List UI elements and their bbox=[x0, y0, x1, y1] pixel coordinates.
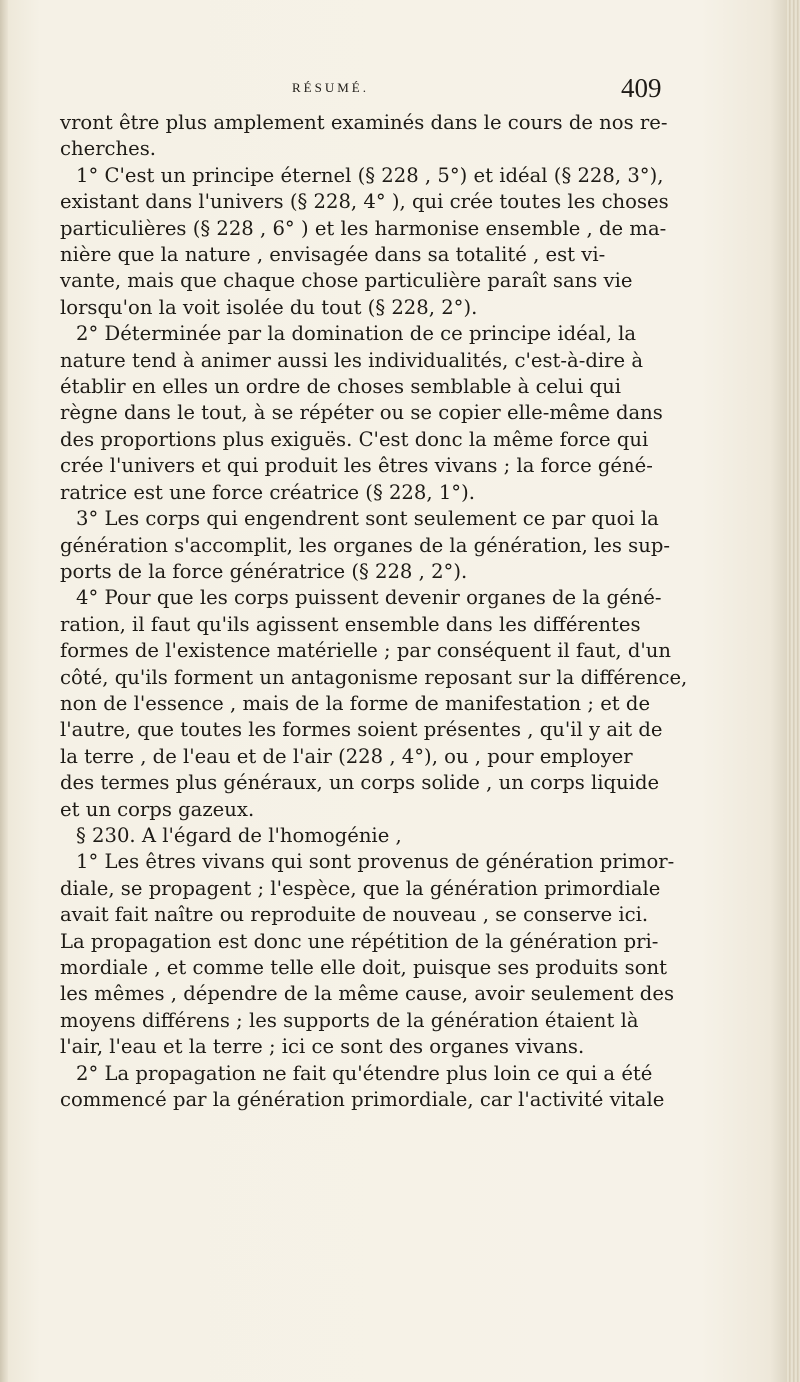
text-line: nature tend à animer aussi les individualités, c'est-à-dire à bbox=[60, 348, 644, 372]
text-line: vront être plus amplement examinés dans le cours de nos re- bbox=[60, 111, 668, 134]
text-line: nière que la nature , envisagée dans sa totalité , est vi- bbox=[60, 243, 606, 267]
text-line: 1° Les êtres vivans qui sont provenus de génération primor- bbox=[76, 850, 675, 874]
text-line: les mêmes , dépendre de la même cause, avoir seulement des bbox=[60, 982, 674, 1006]
text-line: mordiale , et comme telle elle doit, puisque ses produits sont bbox=[60, 956, 667, 979]
text-line: 2° La propagation ne fait qu'étendre plus loin ce qui a été bbox=[76, 1061, 653, 1085]
text-line: crée l'univers et qui produit les êtres vivans ; la force géné- bbox=[60, 454, 653, 478]
text-line: lorsqu'on la voit isolée du tout (§ 228, 2°). bbox=[60, 295, 478, 319]
text-line: côté, qu'ils forment un antagonisme reposant sur la différence, bbox=[60, 665, 688, 689]
text-line: cherches. bbox=[60, 137, 157, 161]
text-line: commencé par la génération primordiale, car l'activité vitale bbox=[60, 1088, 665, 1112]
text-line: l'autre, que toutes les formes soient présentes , qu'il y ait de bbox=[60, 718, 663, 742]
text-line: la terre , de l'eau et de l'air (228 , 4°), ou , pour employer bbox=[60, 744, 633, 768]
text-line: formes de l'existence matérielle ; par conséquent il faut, d'un bbox=[60, 639, 672, 663]
text-line: 3° Les corps qui engendrent sont seulement ce par quoi la bbox=[76, 507, 659, 531]
text-line: ratrice est une force créatrice (§ 228, 1°). bbox=[60, 480, 475, 504]
text-line: l'air, l'eau et la terre ; ici ce sont des organes vivans. bbox=[60, 1035, 585, 1059]
page-left-edge bbox=[0, 0, 8, 1382]
text-line: et un corps gazeux. bbox=[60, 797, 255, 821]
text-line: La propagation est donc une répétition de la génération pri- bbox=[60, 929, 659, 953]
text-line: 1° C'est un principe éternel (§ 228 , 5°) et idéal (§ 228, 3°), bbox=[76, 163, 664, 187]
page-right-edge bbox=[786, 0, 800, 1382]
text-line: particulières (§ 228 , 6° ) et les harmonise ensemble , de ma- bbox=[60, 216, 667, 240]
text-line: des proportions plus exiguës. C'est donc la même force qui bbox=[60, 427, 649, 451]
text-line: génération s'accomplit, les organes de la génération, les sup- bbox=[60, 533, 671, 557]
text-line: ration, il faut qu'ils agissent ensemble dans les différentes bbox=[60, 612, 641, 636]
text-line: 4° Pour que les corps puissent devenir organes de la géné- bbox=[76, 586, 662, 610]
text-line: diale, se propagent ; l'espèce, que la génération primordiale bbox=[60, 876, 661, 900]
text-line: 2° Déterminée par la domination de ce principe idéal, la bbox=[76, 322, 637, 346]
running-head: RÉSUMÉ. bbox=[292, 80, 369, 95]
text-line: ports de la force génératrice (§ 228 , 2°). bbox=[60, 559, 468, 583]
page-number: 409 bbox=[621, 73, 662, 103]
text-line: des termes plus généraux, un corps solide , un corps liquide bbox=[60, 771, 660, 795]
section-heading-line: § 230. A l'égard de l'homogénie , bbox=[76, 823, 402, 847]
text-line: non de l'essence , mais de la forme de manifestation ; et de bbox=[60, 691, 651, 715]
text-line: moyens différens ; les supports de la génération étaient là bbox=[60, 1008, 639, 1032]
text-line: règne dans le tout, à se répéter ou se copier elle-même dans bbox=[60, 401, 663, 425]
text-line: établir en elles un ordre de choses semblable à celui qui bbox=[60, 375, 621, 399]
text-line: avait fait naître ou reproduite de nouveau , se conserve ici. bbox=[60, 903, 649, 927]
text-line: existant dans l'univers (§ 228, 4° ), qui crée toutes les choses bbox=[60, 190, 669, 214]
body-text bbox=[60, 110, 765, 1113]
text-line: vante, mais que chaque chose particulière paraît sans vie bbox=[60, 269, 633, 293]
